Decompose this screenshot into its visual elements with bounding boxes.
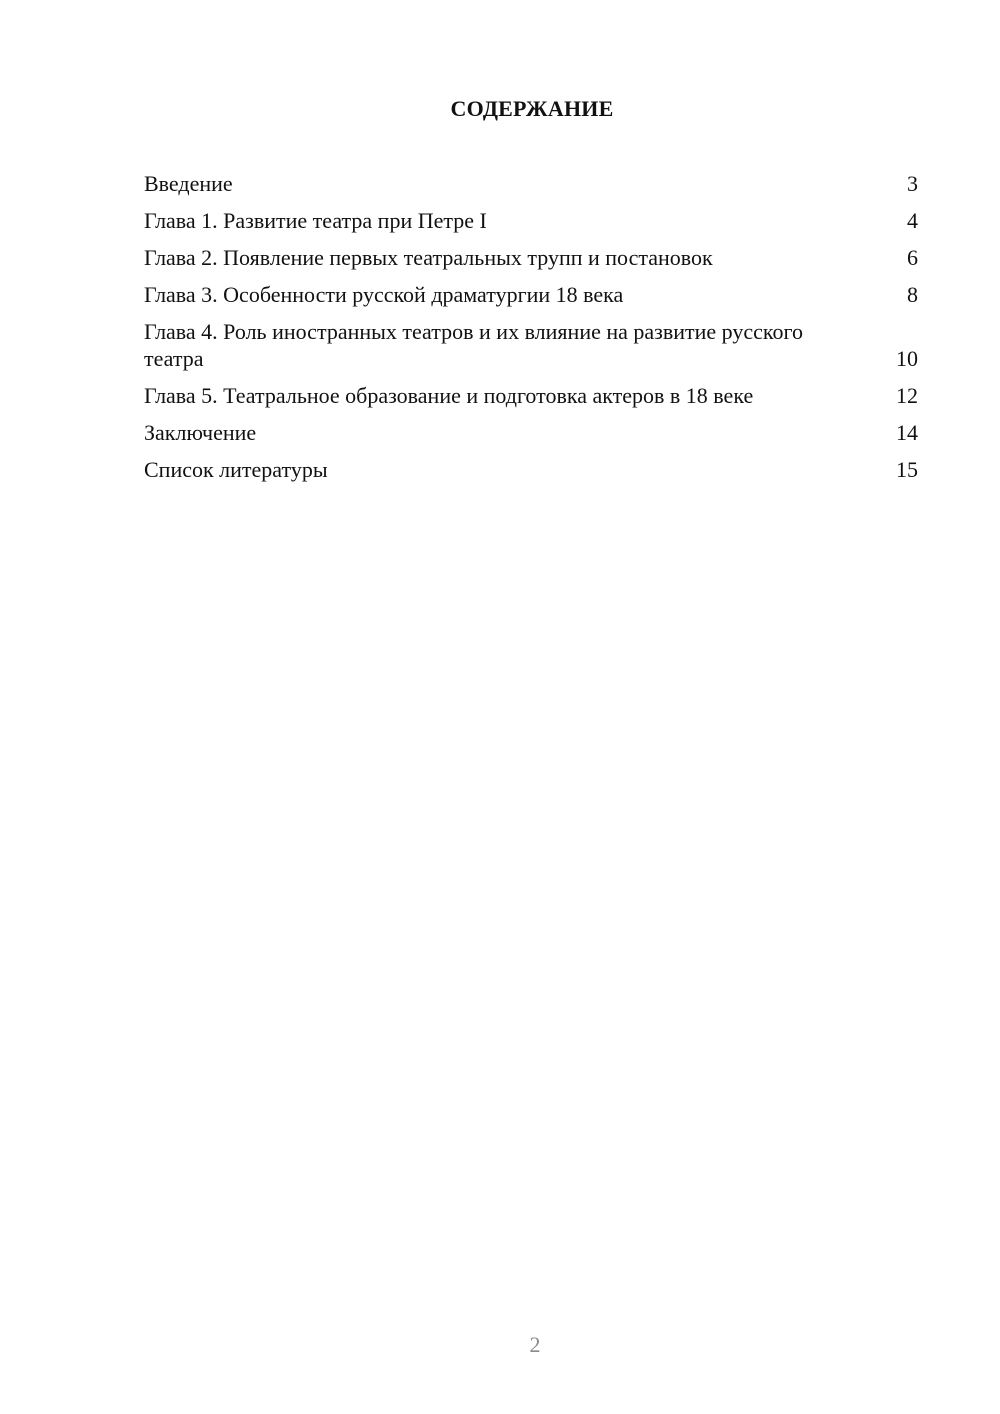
toc-entry-text: Введение (144, 171, 233, 196)
toc-entry-introduction (144, 170, 920, 197)
toc-entry-text: Глава 5. Театральное образование и подготовка актеров в 18 веке (144, 383, 754, 408)
toc-entry-page: 10 (896, 346, 918, 371)
toc-title: СОДЕРЖАНИЕ (450, 96, 614, 121)
toc-entry-chapter-3 (144, 281, 920, 308)
toc-entry-conclusion (144, 419, 920, 446)
toc-entry-page: 6 (907, 245, 918, 270)
toc-entry-chapter-1 (144, 207, 920, 234)
toc-entry-text: Глава 3. Особенности русской драматургии 18 века (144, 282, 624, 307)
toc-entry-text: Заключение (144, 420, 257, 445)
toc-list (144, 170, 920, 493)
page-number: 2 (529, 1332, 541, 1357)
toc-entry-text: Глава 4. Роль иностранных театров и их влияние на развитие русского театра (144, 319, 803, 371)
toc-entry-page: 14 (896, 420, 918, 445)
toc-entry-page: 4 (907, 208, 918, 233)
toc-entry-references (144, 456, 920, 483)
toc-entry-chapter-4 (144, 318, 920, 372)
toc-entry-text: Список литературы (144, 457, 328, 482)
toc-entry-chapter-5 (144, 382, 920, 409)
toc-entry-page: 3 (907, 171, 918, 196)
toc-entry-text: Глава 1. Развитие театра при Петре I (144, 208, 487, 233)
toc-entry-chapter-2 (144, 244, 920, 271)
toc-entry-page: 12 (896, 383, 918, 408)
toc-entry-page: 8 (907, 282, 918, 307)
toc-entry-page: 15 (896, 457, 918, 482)
toc-entry-text: Глава 2. Появление первых театральных трупп и постановок (144, 245, 713, 270)
